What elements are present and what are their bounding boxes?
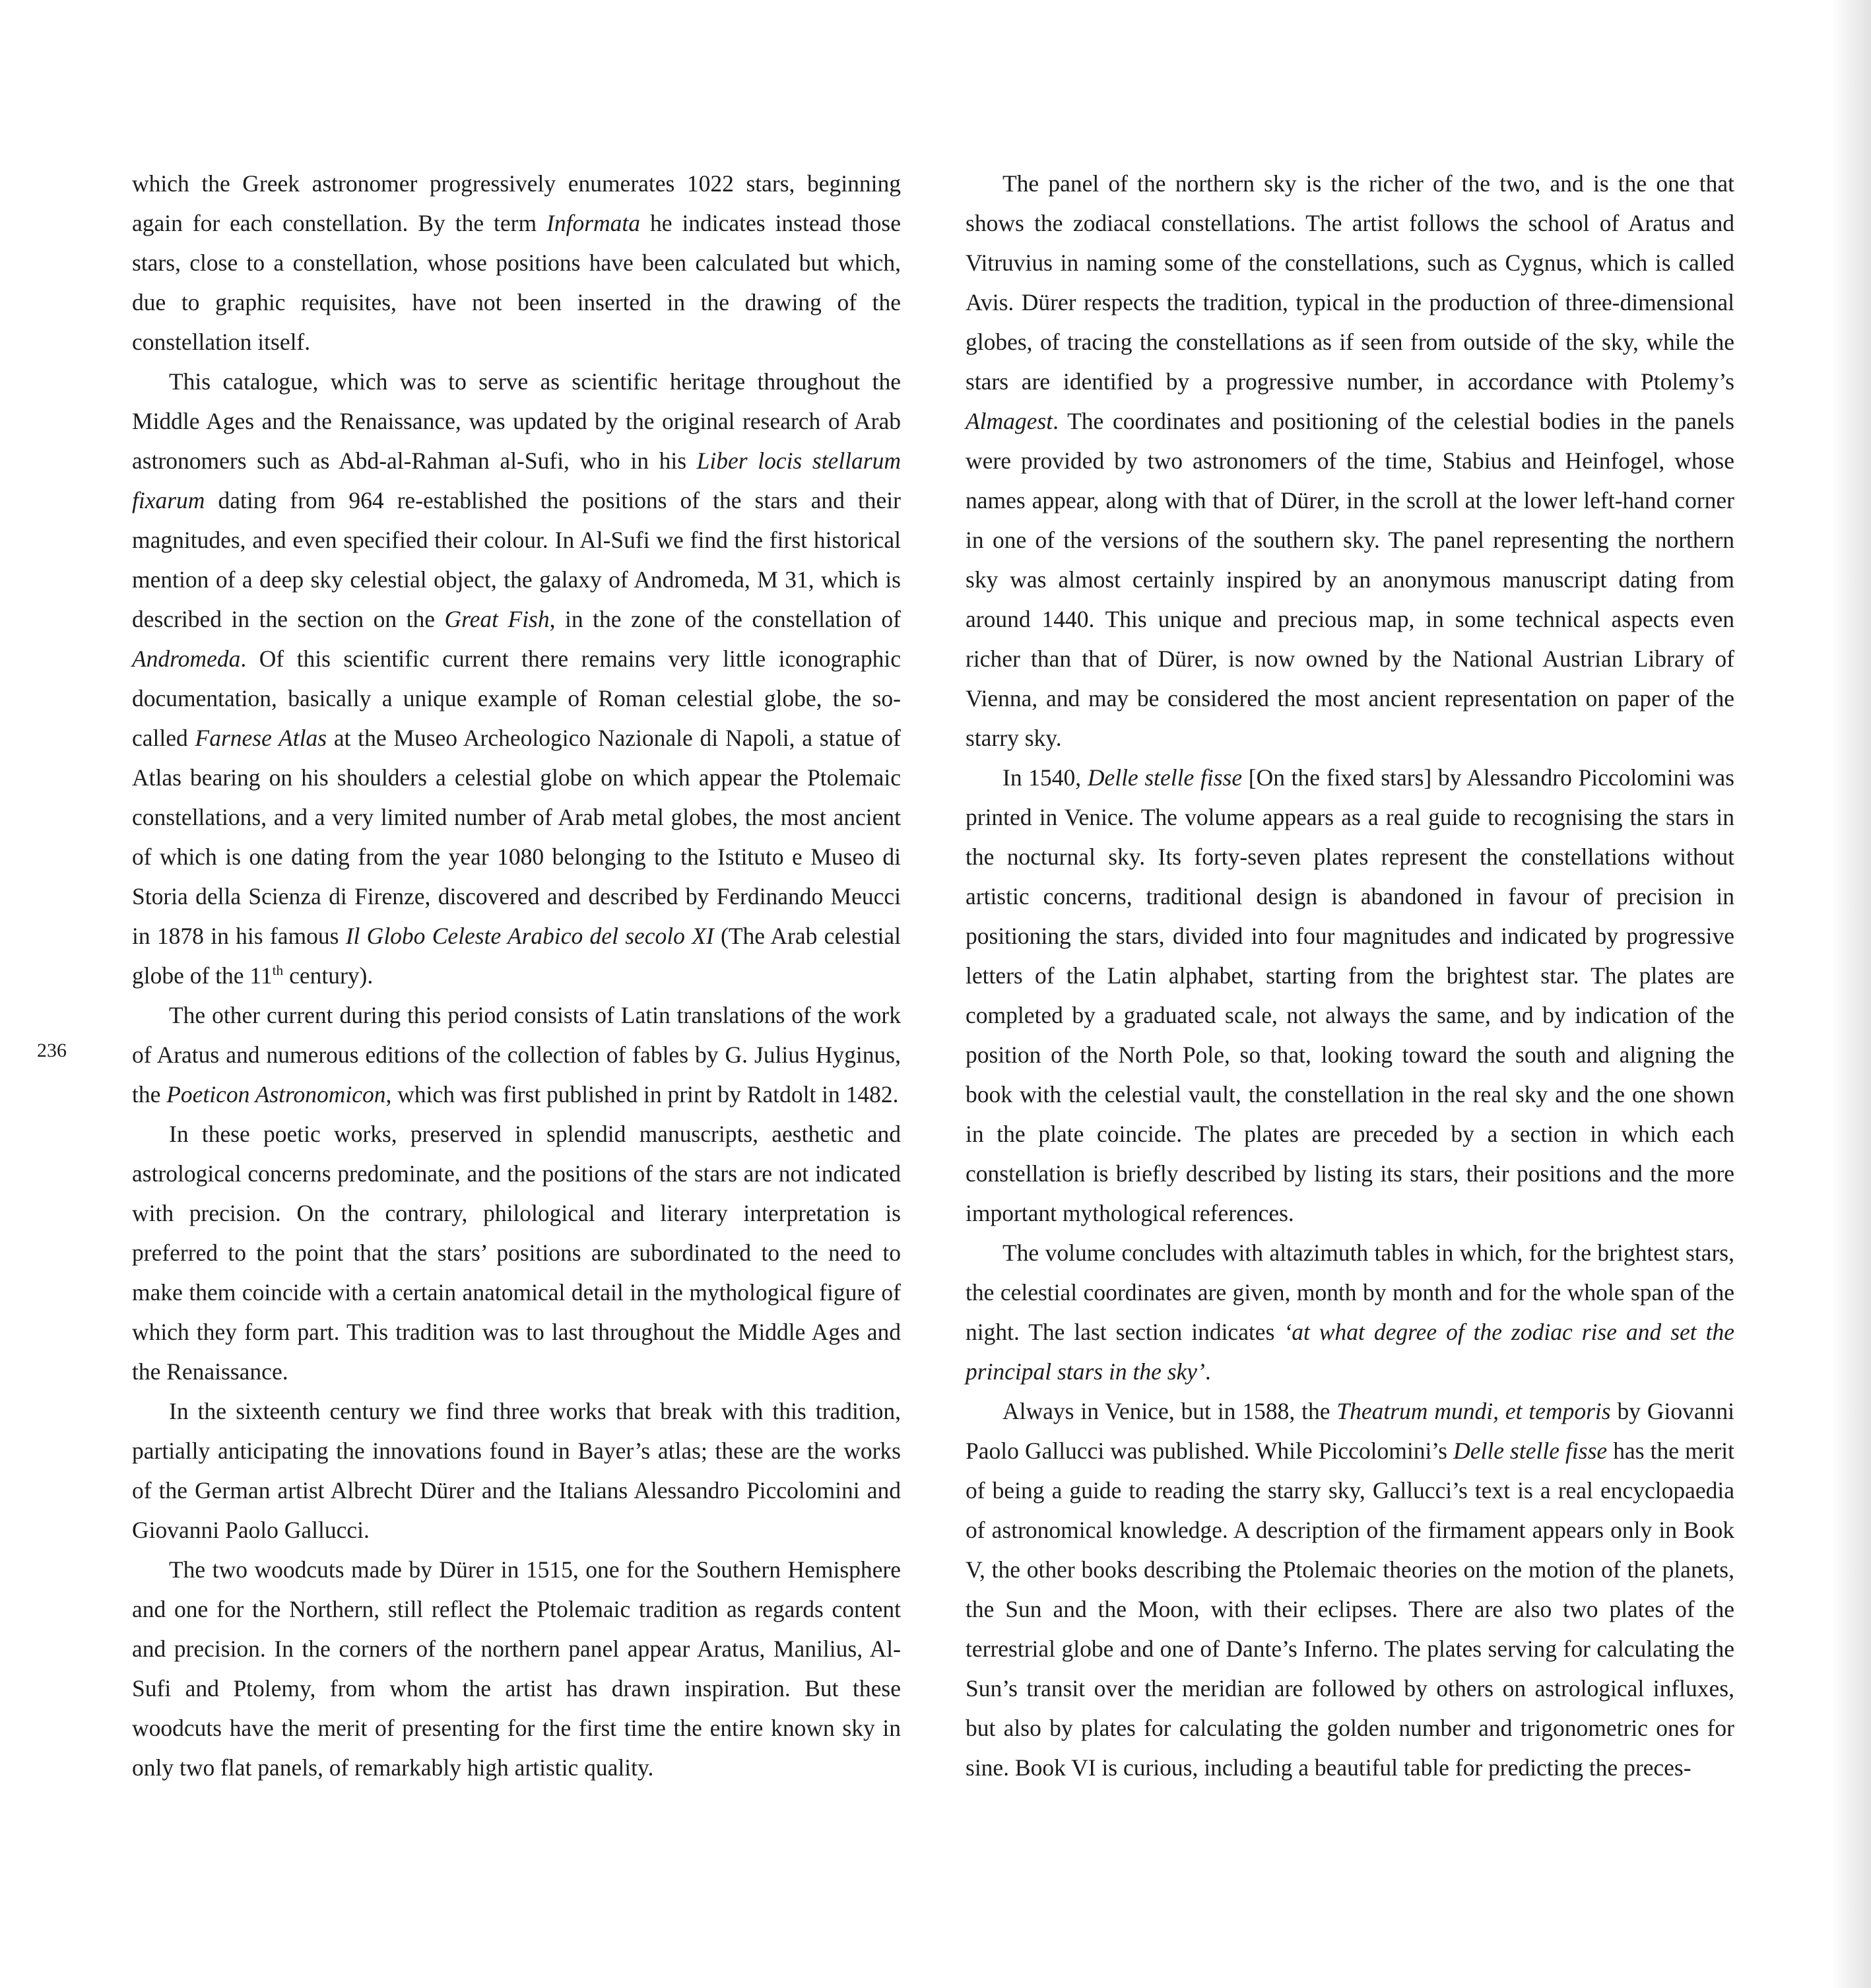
text-run: century).	[283, 962, 374, 989]
paragraph	[132, 1391, 901, 1550]
text-run: dating from 964 re-established the positions of the stars and their magnitudes, and even specified their colour. In Al-Sufi we find the first historical mention of a deep sky celestial object, the galaxy of Andromeda, M 31, which is described in the section on the	[132, 487, 901, 632]
text-run: , which was first published in print by Ratdolt in 1482.	[385, 1081, 899, 1108]
italic-title: Il Globo Celeste Arabico del secolo XI	[345, 923, 714, 949]
text-run: . The coordinates and positioning of the celestial bodies in the panels were provided by two astronomers of the time, Stabius and Heinfogel, whose names appear, along with that of Dürer, in the scroll at the lower left-hand corner in one of the versions of the southern sky. The panel representing the northern sky was almost certainly inspired by an anonymous manuscript dating from around 1440. This unique and precious map, in some technical aspects even richer than that of Dürer, is now owned by the National Austrian Library of Vienna, and may be considered the most ancient representation on paper of the starry sky.	[966, 408, 1734, 751]
text-run: .	[1204, 1358, 1211, 1385]
italic-title: Poeticon Astronomicon	[166, 1081, 386, 1108]
text-run: at the Museo Archeologico Nazionale di Napoli, a statue of Atlas bearing on his shoulders a celestial globe on which appear the Ptolemaic constellations, and a very limited number of Arab metal globes, the most ancient of which is one dating from the year 1080 belonging to the Istituto e Museo di Storia della Scienza di Firenze, discovered and described by Ferdinando Meucci in 1878 in his famous	[132, 725, 901, 949]
paragraph	[966, 758, 1734, 1233]
text-run: The two woodcuts made by Dürer in 1515, one for the Southern Hemisphere and one for the Northern, still reflect the Ptolemaic tradition as regards content and precision. In the corners of the northern panel appear Aratus, Manilius, Al-Sufi and Ptolemy, from whom the artist has drawn inspiration. But these woodcuts have the merit of presenting for the first time the entire known sky in only two flat panels, of remarkably high artistic quality.	[132, 1556, 901, 1781]
text-run: [On the fixed stars] by Alessandro Piccolomini was printed in Venice. The volume appears as a real guide to recognising the stars in the nocturnal sky. Its forty-seven plates represent the constellations without artistic concerns, traditional design is abandoned in favour of precision in positioning the stars, divided into four magnitudes and indicated by progressive letters of the Latin alphabet, starting from the brightest star. The plates are completed by a graduated scale, not always the same, and by indication of the position of the North Pole, so that, looking toward the south and aligning the book with the celestial vault, the constellation in the real sky and the one shown in the plate coincide. The plates are preceded by a section in which each constellation is briefly described by listing its stars, their positions and the more important mythological references.	[966, 764, 1734, 1226]
italic-title: Andromeda	[132, 646, 241, 672]
text-run: , in the zone of the constellation of	[549, 606, 901, 632]
text-run: has the merit of being a guide to reading the starry sky, Gallucci’s text is a real encyclopaedia of astronomical knowledge. A description of the firmament appears only in Book V, the other books describing the Ptolemaic theories on the motion of the planets, the Sun and the Moon, with their eclipses. There are also two plates of the terrestrial globe and one of Dante’s Inferno. The plates serving for calculating the Sun’s transit over the meridian are followed by others on astrological influxes, but also by plates for calculating the golden number and trigonometric ones for sine. Book VI is curious, including a beautiful table for predicting the preces-	[966, 1438, 1735, 1781]
italic-title: Delle stelle fisse	[1087, 764, 1243, 791]
left-text-column	[132, 164, 901, 1787]
italic-title: Almagest	[966, 408, 1053, 434]
italic-title: Great Fish	[444, 606, 550, 632]
italic-title: Delle stelle fisse	[1453, 1438, 1608, 1464]
paragraph	[966, 164, 1734, 758]
italic-title: Liber locis stellarum fixarum	[132, 447, 901, 514]
italic-title: Informata	[546, 210, 641, 236]
text-run: Always in Venice, but in 1588, the	[1002, 1398, 1337, 1424]
text-run: by Giovanni Paolo Gallucci was published. While Piccolomini’s	[966, 1398, 1734, 1464]
italic-title: ‘at what degree of the zodiac rise and set the principal stars in the sky’	[966, 1319, 1734, 1385]
text-run: . Of this scientific current there remains very little iconographic documentation, basically a unique example of Roman celestial globe, the so-called	[132, 646, 901, 751]
italic-title: Theatrum mundi, et temporis	[1336, 1398, 1611, 1424]
paragraph	[966, 1233, 1734, 1391]
paragraph	[132, 1550, 901, 1787]
right-text-column	[966, 164, 1734, 1787]
superscript: th	[272, 962, 284, 979]
text-run: The other current during this period consists of Latin translations of the work of Aratus and numerous editions of the collection of fables by G. Julius Hyginus, the	[132, 1002, 901, 1108]
italic-title: Farnese Atlas	[195, 725, 327, 751]
paragraph	[966, 1391, 1734, 1787]
paragraph	[132, 995, 901, 1114]
text-run: which the Greek astronomer progressively enumerates 1022 stars, beginning again for each constellation. By the term	[132, 170, 901, 236]
text-run: (The Arab celestial globe of the 11	[132, 923, 901, 989]
page-gutter-shadow	[1831, 0, 1871, 1988]
text-run: The volume concludes with altazimuth tables in which, for the brightest stars, the celestial coordinates are given, month by month and for the whole span of the night. The last section indicates	[966, 1240, 1734, 1345]
page-number: 236	[37, 1040, 67, 1061]
paragraph	[132, 164, 901, 362]
text-run: he indicates instead those stars, close to a constellation, whose positions have been calculated but which, due to graphic requisites, have not been inserted in the drawing of the constellation itself.	[132, 210, 902, 355]
text-run: In 1540,	[1002, 764, 1088, 791]
text-run: This catalogue, which was to serve as scientific heritage throughout the Middle Ages and the Renaissance, was updated by the original research of Arab astronomers such as Abd-al-Rahman al-Sufi, who in his	[132, 368, 901, 474]
paragraph	[132, 1114, 901, 1391]
text-run: In the sixteenth century we find three works that break with this tradition, partially anticipating the innovations found in Bayer’s atlas; these are the works of the German artist Albrecht Dürer and the Italians Alessandro Piccolomini and Giovanni Paolo Gallucci.	[132, 1398, 901, 1543]
paragraph	[132, 362, 901, 995]
text-run: In these poetic works, preserved in splendid manuscripts, aesthetic and astrological concerns predominate, and the positions of the stars are not indicated with precision. On the contrary, philological and literary interpretation is preferred to the point that the stars’ positions are subordinated to the need to make them coincide with a certain anatomical detail in the mythological figure of which they form part. This tradition was to last throughout the Middle Ages and the Renaissance.	[132, 1121, 901, 1385]
text-run: The panel of the northern sky is the richer of the two, and is the one that shows the zodiacal constellations. The artist follows the school of Aratus and Vitruvius in naming some of the constellations, such as Cygnus, which is called Avis. Dürer respects the tradition, typical in the production of three-dimensional globes, of tracing the constellations as if seen from outside of the sky, while the stars are identified by a progressive number, in accordance with Ptolemy’s	[966, 170, 1734, 395]
